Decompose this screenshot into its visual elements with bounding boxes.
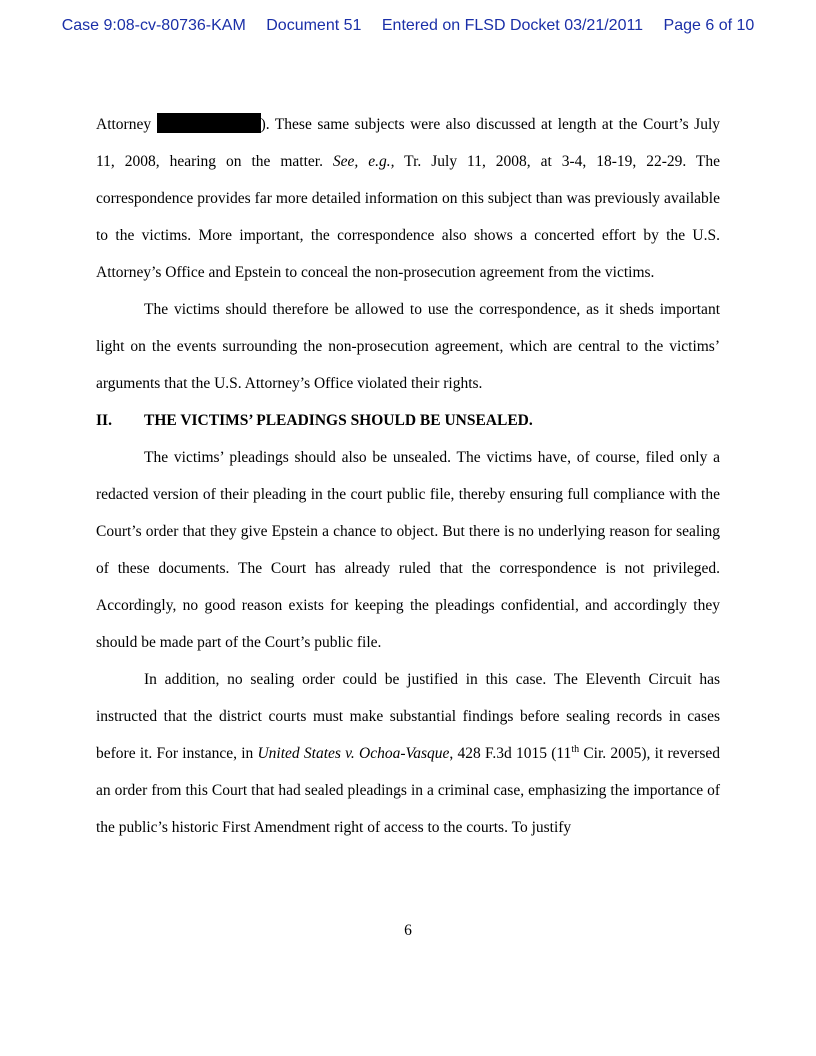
page-number: 6 bbox=[404, 922, 412, 939]
citation-signal: See, e.g., bbox=[332, 153, 395, 170]
section-number: II. bbox=[96, 412, 112, 429]
section-heading bbox=[96, 402, 720, 439]
section-title: THE VICTIMS’ PLEADINGS SHOULD BE UNSEALED. bbox=[144, 412, 533, 429]
paragraph-2: The victims should therefore be allowed to use the correspondence, as it sheds important light on the events surrounding the non-prosecution agreement, which are central to the victims’ arguments that the U.S. Attorney’s Office violated their rights. bbox=[96, 301, 720, 392]
docket-entry-date: Entered on FLSD Docket 03/21/2011 bbox=[381, 17, 644, 34]
docket-header bbox=[0, 17, 816, 35]
paragraph-4: In addition, no sealing order could be justified in this case. The Eleventh Circuit has instructed that the district courts must make substantial findings before sealing records in cases before it. For instance, in United States v. Ochoa-Vasque, 428 F.3d 1015 (11th Cir. 2005), it reversed an order from this Court that had sealed pleadings in a criminal case, emphasizing the importance of the public’s historic First Amendment right of access to the courts. To justify bbox=[96, 671, 720, 836]
document-body bbox=[96, 106, 720, 846]
ordinal-superscript: th bbox=[571, 743, 580, 755]
redaction-block bbox=[157, 113, 261, 133]
case-citation: United States v. Ochoa-Vasque bbox=[257, 745, 450, 762]
document-number: Document 51 bbox=[266, 17, 362, 34]
paragraph-1: Attorney ). These same subjects were also discussed at length at the Court’s July 11, 2008, hearing on the matter. See, e.g., Tr. July 11, 2008, at 3-4, 18-19, 22-29. The correspondence provides far more detailed information on this subject than was previously available to the victims. More important, the correspondence also shows a concerted effort by the U.S. Attorney’s Office and Epstein to conceal the non-prosecution agreement from the victims. bbox=[96, 106, 720, 291]
case-number: Case 9:08-cv-80736-KAM bbox=[61, 17, 246, 34]
page-count: Page 6 of 10 bbox=[663, 17, 755, 34]
paragraph-3: The victims’ pleadings should also be unsealed. The victims have, of course, filed only a redacted version of their pleading in the court public file, thereby ensuring full compliance with the Court’s order that they give Epstein a chance to object. But there is no underlying reason for sealing of these documents. The Court has already ruled that the correspondence is not privileged. Accordingly, no good reason exists for keeping the pleadings confidential, and accordingly they should be made part of the Court’s public file. bbox=[96, 449, 720, 651]
